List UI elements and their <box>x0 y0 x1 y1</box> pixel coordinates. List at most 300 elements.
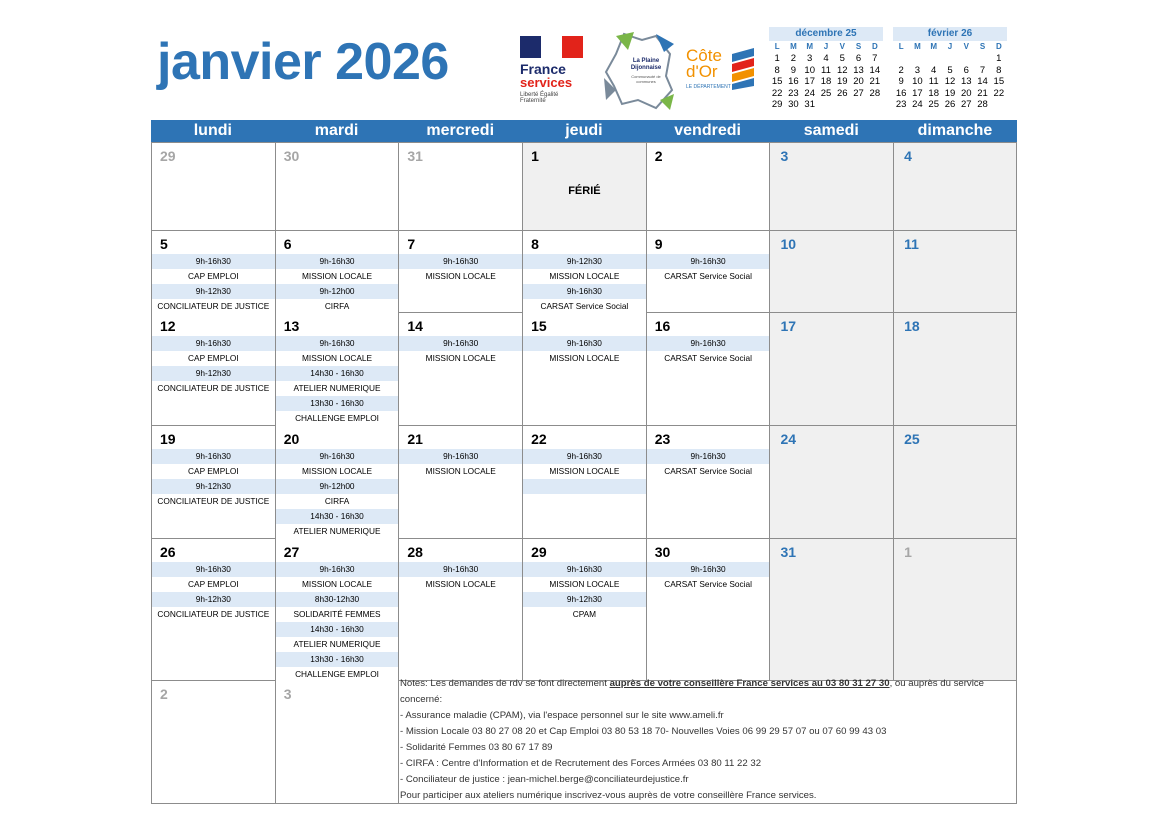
event-time: 9h-12h30 <box>523 254 646 269</box>
day-cell[interactable] <box>522 231 646 312</box>
notes-line: - Assurance maladie (CPAM), via l'espace personnel sur le site www.ameli.fr <box>400 710 724 721</box>
mini-weekday: S <box>855 42 862 51</box>
event-service: ATELIER NUMERIQUE <box>276 524 399 539</box>
day-cell[interactable] <box>769 539 893 680</box>
day-cell[interactable] <box>769 313 893 425</box>
event-time: 9h-16h30 <box>276 449 399 464</box>
event-service: CONCILIATEUR DE JUSTICE <box>152 607 275 622</box>
event-service: CARSAT Service Social <box>523 299 646 314</box>
mini-calendar-day: 28 <box>869 87 881 99</box>
event-service: CARSAT Service Social <box>647 351 770 366</box>
day-cell[interactable] <box>398 313 522 425</box>
mini-calendar-day: 24 <box>912 99 923 110</box>
day-number: 30 <box>654 544 671 560</box>
event-list <box>399 336 522 366</box>
event-service: CAP EMPLOI <box>152 269 275 284</box>
mini-calendar-day: 17 <box>804 76 815 87</box>
day-number: 21 <box>407 431 423 447</box>
mini-calendar-day: 23 <box>788 87 799 99</box>
mini-calendar-day: 21 <box>977 87 988 99</box>
mini-weekday: M <box>930 42 938 51</box>
day-number: 30 <box>283 148 300 164</box>
mini-calendar-february <box>893 27 1007 111</box>
plaine-dijonnaise-name: La Plaine Dijonnaise <box>630 58 662 71</box>
mini-calendar-day: 14 <box>977 76 988 87</box>
day-number: 29 <box>531 544 547 560</box>
day-number: 9 <box>654 236 663 252</box>
mini-calendar-week <box>893 65 1007 77</box>
day-cell[interactable] <box>893 313 1017 425</box>
event-service: MISSION LOCALE <box>523 269 646 284</box>
mini-calendar-december <box>769 27 883 111</box>
mini-calendar-day: 29 <box>771 99 783 110</box>
event-time: 9h-16h30 <box>152 254 275 269</box>
event-time: 13h30 - 16h30 <box>276 396 399 411</box>
day-cell[interactable] <box>275 313 399 425</box>
mini-calendar-day: 22 <box>771 87 783 99</box>
day-number: 17 <box>780 318 797 334</box>
mini-calendar-day: 3 <box>914 64 921 76</box>
day-number: 11 <box>904 236 919 252</box>
event-service: CAP EMPLOI <box>152 577 275 592</box>
event-time: 9h-16h30 <box>523 284 646 299</box>
mini-calendar-week <box>893 76 1007 88</box>
mini-calendar-day: 15 <box>993 76 1005 87</box>
event-service: CAP EMPLOI <box>152 351 275 366</box>
mini-calendar-day <box>942 53 958 65</box>
mini-calendar-day: 8 <box>774 64 780 76</box>
mini-calendar-weekdays <box>769 41 883 53</box>
day-number: 13 <box>283 318 300 334</box>
day-cell[interactable] <box>151 231 275 312</box>
day-number: 31 <box>780 544 797 560</box>
event-list <box>647 336 770 366</box>
mini-calendar-day: 10 <box>804 64 815 76</box>
event-time: 9h-16h30 <box>647 562 770 577</box>
day-cell[interactable] <box>893 231 1017 312</box>
notes-intro <box>400 676 1012 708</box>
mini-calendar-day: 27 <box>853 87 864 99</box>
week-row <box>151 143 1017 231</box>
day-cell[interactable] <box>522 143 646 230</box>
page-title: janvier 2026 <box>157 33 449 91</box>
event-time: 8h30-12h30 <box>276 592 399 607</box>
day-cell[interactable] <box>522 539 646 680</box>
event-service: MISSION LOCALE <box>276 269 399 284</box>
day-number: 1 <box>531 148 539 164</box>
mini-calendar-day: 19 <box>944 87 956 99</box>
weekday-header-cell: jeudi <box>565 122 603 139</box>
mini-calendar-day: 16 <box>788 76 799 87</box>
mini-calendar-week <box>769 65 883 77</box>
day-number: 31 <box>407 148 423 164</box>
day-number: 10 <box>780 236 797 252</box>
mini-weekday: V <box>963 42 969 51</box>
day-cell[interactable] <box>769 426 893 538</box>
day-cell[interactable] <box>522 313 646 425</box>
mini-calendar-week <box>893 53 1007 65</box>
mini-calendar-day: 5 <box>947 64 953 76</box>
event-service: CARSAT Service Social <box>647 464 770 479</box>
day-number: 7 <box>407 236 416 252</box>
event-list <box>647 449 770 479</box>
week-row <box>151 231 1017 313</box>
event-list <box>399 449 522 479</box>
day-number: 2 <box>160 686 168 702</box>
mini-calendar-day: 25 <box>928 99 939 110</box>
event-time: 9h-16h30 <box>399 336 522 351</box>
day-cell[interactable] <box>398 539 522 680</box>
mini-calendar-day: 12 <box>944 76 956 87</box>
event-service: CPAM <box>523 607 646 622</box>
event-time: 9h-16h30 <box>523 562 646 577</box>
event-service: CONCILIATEUR DE JUSTICE <box>152 381 275 396</box>
event-service: MISSION LOCALE <box>523 351 646 366</box>
day-number: 4 <box>904 148 912 164</box>
weekday-header-cell: samedi <box>803 122 859 139</box>
weekday-header-cell: lundi <box>193 122 232 139</box>
day-cell[interactable] <box>646 313 770 425</box>
holiday-label: FÉRIÉ <box>568 185 601 197</box>
mini-calendar-week <box>769 76 883 88</box>
cote-dor-line2: d'Or <box>686 62 718 81</box>
notes-line: - Solidarité Femmes 03 80 67 17 89 <box>400 742 553 753</box>
mini-weekday: D <box>995 42 1002 51</box>
mini-calendar-day: 20 <box>853 76 864 87</box>
mini-calendar-day: 11 <box>928 76 939 87</box>
event-list <box>152 449 275 509</box>
day-cell[interactable] <box>398 426 522 538</box>
mini-calendar-day: 6 <box>855 53 862 64</box>
mini-calendar-day: 15 <box>771 76 783 87</box>
mini-calendar-week <box>893 88 1007 100</box>
event-list <box>152 254 275 314</box>
event-time: 13h30 - 16h30 <box>276 652 399 667</box>
event-service: MISSION LOCALE <box>399 577 522 592</box>
day-cell[interactable] <box>769 231 893 312</box>
cote-dor-line1: Côte <box>686 46 722 65</box>
mini-calendar-day <box>834 99 850 111</box>
event-time: 9h-12h00 <box>276 284 399 299</box>
mini-calendar-day <box>850 99 866 111</box>
mini-calendar-day: 20 <box>960 87 972 99</box>
mini-calendar-day: 18 <box>820 76 832 87</box>
mini-weekday: V <box>839 42 845 51</box>
mini-calendar-day: 31 <box>804 99 815 110</box>
event-service: MISSION LOCALE <box>523 464 646 479</box>
mini-calendar-title: décembre 25 <box>769 27 883 41</box>
mini-calendar-day: 30 <box>788 99 799 110</box>
mini-calendar-day: 25 <box>820 87 832 99</box>
event-service: CONCILIATEUR DE JUSTICE <box>152 494 275 509</box>
day-number: 23 <box>654 431 671 447</box>
mini-calendar-day: 4 <box>823 53 829 64</box>
event-time <box>523 479 646 494</box>
mini-calendar-day: 1 <box>774 53 780 64</box>
day-cell[interactable] <box>893 143 1017 230</box>
mini-calendar-week <box>769 99 883 111</box>
day-cell[interactable] <box>646 426 770 538</box>
mini-calendar-day: 2 <box>790 53 797 64</box>
mini-calendar-day: 13 <box>960 76 972 87</box>
day-number: 27 <box>283 544 300 560</box>
event-time: 9h-16h30 <box>152 336 275 351</box>
event-time: 9h-16h30 <box>276 336 399 351</box>
day-cell[interactable] <box>522 426 646 538</box>
notes-line: - Conciliateur de justice : jean-michel.berge@conciliateurdejustice.fr <box>400 774 689 785</box>
week-row <box>151 313 1017 426</box>
day-cell[interactable] <box>646 143 770 230</box>
france-services-motto: Liberté Égalité Fraternité <box>520 92 559 104</box>
mini-calendar-day: 7 <box>872 53 878 64</box>
mini-calendar-day: 23 <box>895 99 907 110</box>
day-number: 16 <box>654 318 671 334</box>
event-time: 9h-16h30 <box>523 449 646 464</box>
mini-weekday: L <box>774 42 780 51</box>
mini-calendar-day: 26 <box>836 87 848 99</box>
day-number: 26 <box>160 544 176 560</box>
day-number: 3 <box>283 686 292 702</box>
mini-calendar-day: 6 <box>963 64 969 76</box>
day-cell[interactable] <box>398 231 522 312</box>
day-number: 20 <box>283 431 300 447</box>
event-list <box>523 449 646 494</box>
event-list <box>523 562 646 622</box>
mini-calendar-day: 10 <box>912 76 923 87</box>
weekday-header-cell: dimanche <box>917 122 993 139</box>
event-service: CONCILIATEUR DE JUSTICE <box>152 299 275 314</box>
day-number: 14 <box>407 318 423 334</box>
mini-calendar-day: 19 <box>836 76 848 87</box>
mini-calendar-day: 17 <box>912 87 923 99</box>
event-service: SOLIDARITÉ FEMMES <box>276 607 399 622</box>
notes-line: - CIRFA : Centre d'Information et de Recrutement des Forces Armées 03 80 11 22 32 <box>400 758 762 769</box>
event-list <box>399 562 522 592</box>
day-cell[interactable] <box>275 231 399 312</box>
day-number: 28 <box>407 544 423 560</box>
mini-calendar-day <box>991 99 1007 111</box>
event-service: MISSION LOCALE <box>399 464 522 479</box>
mini-calendar-day <box>818 99 834 111</box>
france-services-logo <box>518 36 588 110</box>
mini-calendar-day: 21 <box>869 76 881 87</box>
day-number: 3 <box>780 148 789 164</box>
event-service: CHALLENGE EMPLOI <box>276 667 399 682</box>
event-time: 9h-16h30 <box>276 254 399 269</box>
day-cell[interactable] <box>275 426 399 538</box>
day-cell[interactable] <box>893 539 1017 680</box>
mini-calendar-day: 26 <box>944 99 956 110</box>
mini-calendar-day: 11 <box>821 64 831 76</box>
day-cell[interactable] <box>398 143 522 230</box>
event-list <box>152 562 275 622</box>
mini-calendar-day: 12 <box>836 64 848 76</box>
day-cell[interactable] <box>151 539 275 680</box>
france-services-name-line2: services <box>520 75 573 90</box>
mini-calendar-day: 24 <box>804 87 815 99</box>
weekday-header-cell: mardi <box>314 122 359 139</box>
event-list <box>276 449 399 539</box>
event-list <box>152 336 275 396</box>
notes-line: Pour participer aux ateliers numérique inscrivez-vous auprès de votre conseillère France services. <box>400 790 817 801</box>
event-list <box>276 562 399 682</box>
day-cell[interactable] <box>893 426 1017 538</box>
event-time: 9h-12h30 <box>152 592 275 607</box>
event-time: 9h-16h30 <box>399 562 522 577</box>
event-list <box>276 254 399 314</box>
cote-dor-stripes-icon <box>732 48 754 90</box>
event-time: 9h-16h30 <box>152 449 275 464</box>
event-time: 9h-12h30 <box>152 479 275 494</box>
event-time: 9h-16h30 <box>152 562 275 577</box>
event-time: 14h30 - 16h30 <box>276 366 399 381</box>
mini-calendar-day: 7 <box>979 64 986 76</box>
day-cell[interactable] <box>769 143 893 230</box>
day-number: 6 <box>283 236 292 252</box>
mini-weekday: J <box>823 42 829 51</box>
day-number: 22 <box>531 431 547 447</box>
mini-calendar-week <box>769 88 883 100</box>
event-time: 9h-16h30 <box>647 449 770 464</box>
event-list <box>647 254 770 284</box>
mini-calendar-weekdays <box>893 41 1007 53</box>
event-service: MISSION LOCALE <box>523 577 646 592</box>
mini-weekday: M <box>914 42 921 51</box>
mini-calendar-day: 8 <box>996 64 1002 76</box>
day-cell[interactable] <box>646 231 770 312</box>
notes-phone-link[interactable]: auprès de votre conseillère France services au 03 80 31 27 30 <box>609 678 890 689</box>
mini-calendar-day <box>974 53 990 65</box>
event-time: 9h-12h30 <box>152 284 275 299</box>
day-number: 1 <box>904 544 912 560</box>
event-time: 9h-16h30 <box>523 336 646 351</box>
mini-calendar-day <box>926 53 942 65</box>
mini-calendar-day: 9 <box>790 64 797 76</box>
event-time: 9h-12h30 <box>152 366 275 381</box>
event-service: ATELIER NUMERIQUE <box>276 637 399 652</box>
cote-dor-sub: LE DÉPARTEMENT <box>686 84 731 90</box>
day-cell[interactable] <box>151 313 275 425</box>
day-number: 29 <box>160 148 176 164</box>
plaine-dijonnaise-sub: Communauté de communes <box>631 74 661 84</box>
day-cell[interactable] <box>275 143 399 230</box>
mini-weekday: L <box>898 42 904 51</box>
mini-calendar-day: 22 <box>993 87 1005 99</box>
event-time: 9h-12h30 <box>523 592 646 607</box>
mini-calendar-day: 27 <box>960 99 972 110</box>
notes-block <box>400 676 1012 804</box>
event-list <box>399 254 522 284</box>
event-service: CARSAT Service Social <box>647 269 770 284</box>
mini-calendar-day <box>867 99 883 111</box>
mini-calendar-day: 4 <box>931 64 937 76</box>
mini-weekday: J <box>947 42 953 51</box>
plaine-dijonnaise-logo <box>604 30 676 112</box>
event-list <box>523 254 646 314</box>
event-service: MISSION LOCALE <box>276 464 399 479</box>
mini-calendar-week <box>893 99 1007 111</box>
day-number: 19 <box>160 431 176 447</box>
mini-calendar-day: 16 <box>895 87 907 99</box>
day-cell[interactable] <box>275 539 399 680</box>
mini-calendar-day <box>893 53 909 65</box>
cote-dor-logo <box>686 46 756 94</box>
notes-intro-pre: Notes: Les demandes de rdv se font directement <box>400 678 610 689</box>
notes-intro-post: , ou auprès du service concerné: <box>400 678 984 705</box>
event-time: 14h30 - 16h30 <box>276 509 399 524</box>
event-service: MISSION LOCALE <box>399 351 522 366</box>
weekday-header <box>151 120 1017 142</box>
event-service: ATELIER NUMERIQUE <box>276 381 399 396</box>
mini-calendar-day <box>958 53 974 65</box>
notes-line: - Mission Locale 03 80 27 08 20 et Cap Emploi 03 80 53 18 70- Nouvelles Voies 06 99 29 57 07 ou 07 60 99 43 03 <box>400 726 887 737</box>
event-time: 9h-16h30 <box>399 254 522 269</box>
event-list <box>647 562 770 592</box>
event-time: 9h-12h00 <box>276 479 399 494</box>
week-row <box>151 539 1017 681</box>
mini-calendar-day: 5 <box>839 53 845 64</box>
event-time: 14h30 - 16h30 <box>276 622 399 637</box>
event-service: CARSAT Service Social <box>647 577 770 592</box>
event-service: CIRFA <box>276 299 399 314</box>
mini-calendar-day <box>909 53 925 65</box>
week-row <box>151 426 1017 539</box>
mini-calendar-day: 14 <box>869 64 881 76</box>
mini-weekday: M <box>806 42 814 51</box>
mini-calendar-day: 9 <box>898 76 904 87</box>
day-cell[interactable] <box>151 681 275 803</box>
event-service: MISSION LOCALE <box>276 577 399 592</box>
mini-calendar-day: 28 <box>977 99 988 110</box>
mini-weekday: M <box>790 42 797 51</box>
event-service: CHALLENGE EMPLOI <box>276 411 399 426</box>
event-time: 9h-16h30 <box>276 562 399 577</box>
mini-weekday: S <box>979 42 986 51</box>
event-service: CAP EMPLOI <box>152 464 275 479</box>
day-number: 12 <box>160 318 176 334</box>
mini-calendar-day: 2 <box>898 64 904 76</box>
weekday-header-cell: vendredi <box>674 122 741 139</box>
day-number: 18 <box>904 318 920 334</box>
day-number: 25 <box>904 431 920 447</box>
mini-calendar-week <box>769 53 883 65</box>
weekday-header-cell: mercredi <box>426 122 495 139</box>
day-number: 15 <box>531 318 547 334</box>
day-cell[interactable] <box>646 539 770 680</box>
day-cell[interactable] <box>151 426 275 538</box>
event-service: MISSION LOCALE <box>276 351 399 366</box>
day-number: 24 <box>780 431 797 447</box>
day-cell[interactable] <box>275 681 399 803</box>
mini-calendar-title: février 26 <box>893 27 1007 41</box>
event-list <box>276 336 399 426</box>
event-time: 9h-16h30 <box>647 336 770 351</box>
mini-calendar-day: 1 <box>996 53 1002 64</box>
day-number: 2 <box>654 148 663 164</box>
marianne-flag-icon <box>520 36 584 58</box>
mini-calendar-day: 3 <box>807 53 813 64</box>
mini-calendar-day: 18 <box>928 87 939 99</box>
day-cell[interactable] <box>151 143 275 230</box>
day-number: 5 <box>160 236 168 252</box>
event-time: 9h-16h30 <box>647 254 770 269</box>
day-number: 8 <box>531 236 539 252</box>
mini-weekday: D <box>871 42 878 51</box>
mini-calendar-day: 13 <box>853 64 864 76</box>
event-service: MISSION LOCALE <box>399 269 522 284</box>
event-list <box>523 336 646 366</box>
event-service: CIRFA <box>276 494 399 509</box>
